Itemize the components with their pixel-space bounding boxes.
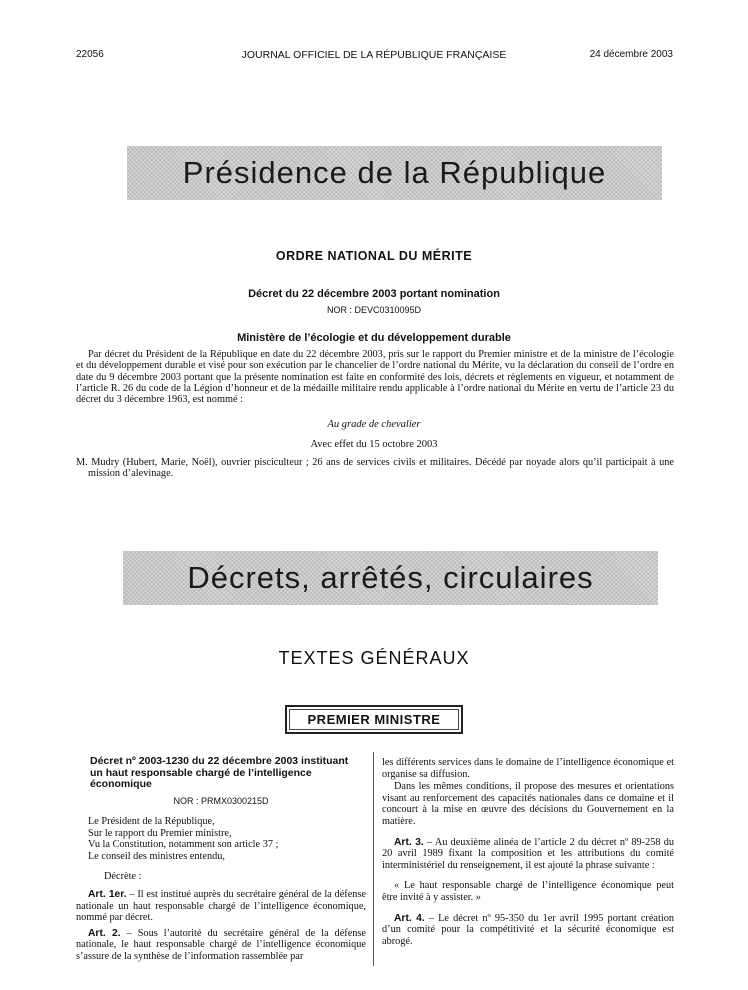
article-label: Art. 2. — [88, 927, 121, 939]
nor-reference: NOR : DEVC0310095D — [326, 305, 422, 315]
page-number: 22056 — [76, 49, 104, 60]
ministry-title: Ministère de l’écologie et du développement durable — [237, 332, 511, 344]
decree-2003-1230-title: Décret nº 2003-1230 du 22 décembre 2003 instituant un haut responsable chargé de l’intelligence économique — [90, 755, 349, 790]
article-label: Art. 3. — [394, 836, 424, 848]
article-label: Art. 1er. — [88, 888, 127, 900]
article-text: – Il est institué auprès du secrétaire général de la défense nationale un haut responsable chargé de l’intelligence économique, nommé par décret. — [76, 888, 366, 924]
visa-line: Sur le rapport du Premier ministre, — [88, 827, 232, 839]
visa-line: Vu la Constitution, notamment son article 37 ; — [88, 839, 279, 851]
banner-title: Présidence de la République — [182, 155, 607, 190]
section-banner-presidence — [127, 146, 662, 200]
order-title: ORDRE NATIONAL DU MÉRITE — [275, 249, 473, 263]
ministry-box-label: PREMIER MINISTRE — [289, 709, 459, 730]
section-banner-decrets — [123, 551, 658, 605]
article-text: – Le décret nº 95-350 du 1er avril 1995 portant création d’un comité pour la compétitivité et la sécurité économique est abrogé. — [382, 912, 674, 947]
quoted-phrase: « Le haut responsable chargé de l’intelligence économique peut être invité à y assister. » — [382, 880, 674, 903]
journal-title: JOURNAL OFFICIEL DE LA RÉPUBLIQUE FRANÇAISE — [241, 49, 507, 61]
nor-reference-2: NOR : PRMX0300215D — [173, 796, 269, 806]
decree-body — [76, 349, 674, 405]
visa-line: Le conseil des ministres entendu, — [88, 850, 225, 862]
visa-line: Le Président de la République, — [88, 816, 215, 827]
article-1 — [76, 889, 366, 924]
nominee-entry — [76, 457, 674, 480]
effective-date: Avec effet du 15 octobre 2003 — [310, 439, 438, 450]
decrete-line: Décrète : — [104, 871, 142, 883]
left-column — [76, 816, 366, 963]
nominee-text: M. Mudry (Hubert, Marie, Noël), ouvrier pisciculteur ; 26 ans de services civils et militaires. Décédé par noyade alors qu’il participait à une mission d’alevinage. — [76, 457, 674, 480]
ministry-box — [285, 705, 463, 734]
section-heading: TEXTES GÉNÉRAUX — [278, 648, 470, 668]
article-2 — [76, 928, 366, 963]
article-3 — [382, 837, 674, 872]
right-column — [382, 757, 674, 947]
article-label: Art. 4. — [394, 912, 425, 924]
issue-date: 24 décembre 2003 — [589, 49, 673, 60]
banner-title: Décrets, arrêtés, circulaires — [187, 560, 594, 595]
decree-body-text: Par décret du Président de la République en date du 22 décembre 2003, pris sur le rapport du Premier ministre et de la ministre de l’écologie et du développement durable et visé pour son exécution par le chancelier de l’ordre national du Mérite, vu la déclaration du conseil de l’ordre en date du 9 décembre 2003 portant que la présente nomination est faite en conformité des lois, décrets et règlements en vigueur, et notamment de l’article R. 26 du code de la Légion d’honneur et de la médaille militaire rendu applicable à l’ordre national du Mérite en vertu de l’article 23 du décret du 3 décembre 1963, est nommé : — [76, 349, 674, 406]
article-text: – Au deuxième alinéa de l’article 2 du décret nº 89-258 du 20 avril 1989 fixant la composition et les attributions du comité interministériel du renseignement, il est ajouté la phrase suivante : — [382, 836, 675, 871]
paragraph: les différents services dans le domaine de l’intelligence économique et organise sa diffusion. — [382, 757, 674, 780]
grade-heading: Au grade de chevalier — [327, 419, 421, 430]
article-4 — [382, 913, 674, 948]
paragraph: Dans les mêmes conditions, il propose des mesures et orientations visant au renforcement des capacités nationales dans ce domaine et il concourt à la mise en œuvre des décisions du Gouvernement en la matière. — [382, 781, 674, 827]
decree-title: Décret du 22 décembre 2003 portant nomination — [248, 288, 500, 300]
column-divider — [373, 752, 374, 966]
article-text: – Sous l’autorité du secrétaire général de la défense nationale, le haut responsable chargé de l’intelligence économique s’assure de la synthèse de l’information rassemblée par — [76, 927, 366, 962]
